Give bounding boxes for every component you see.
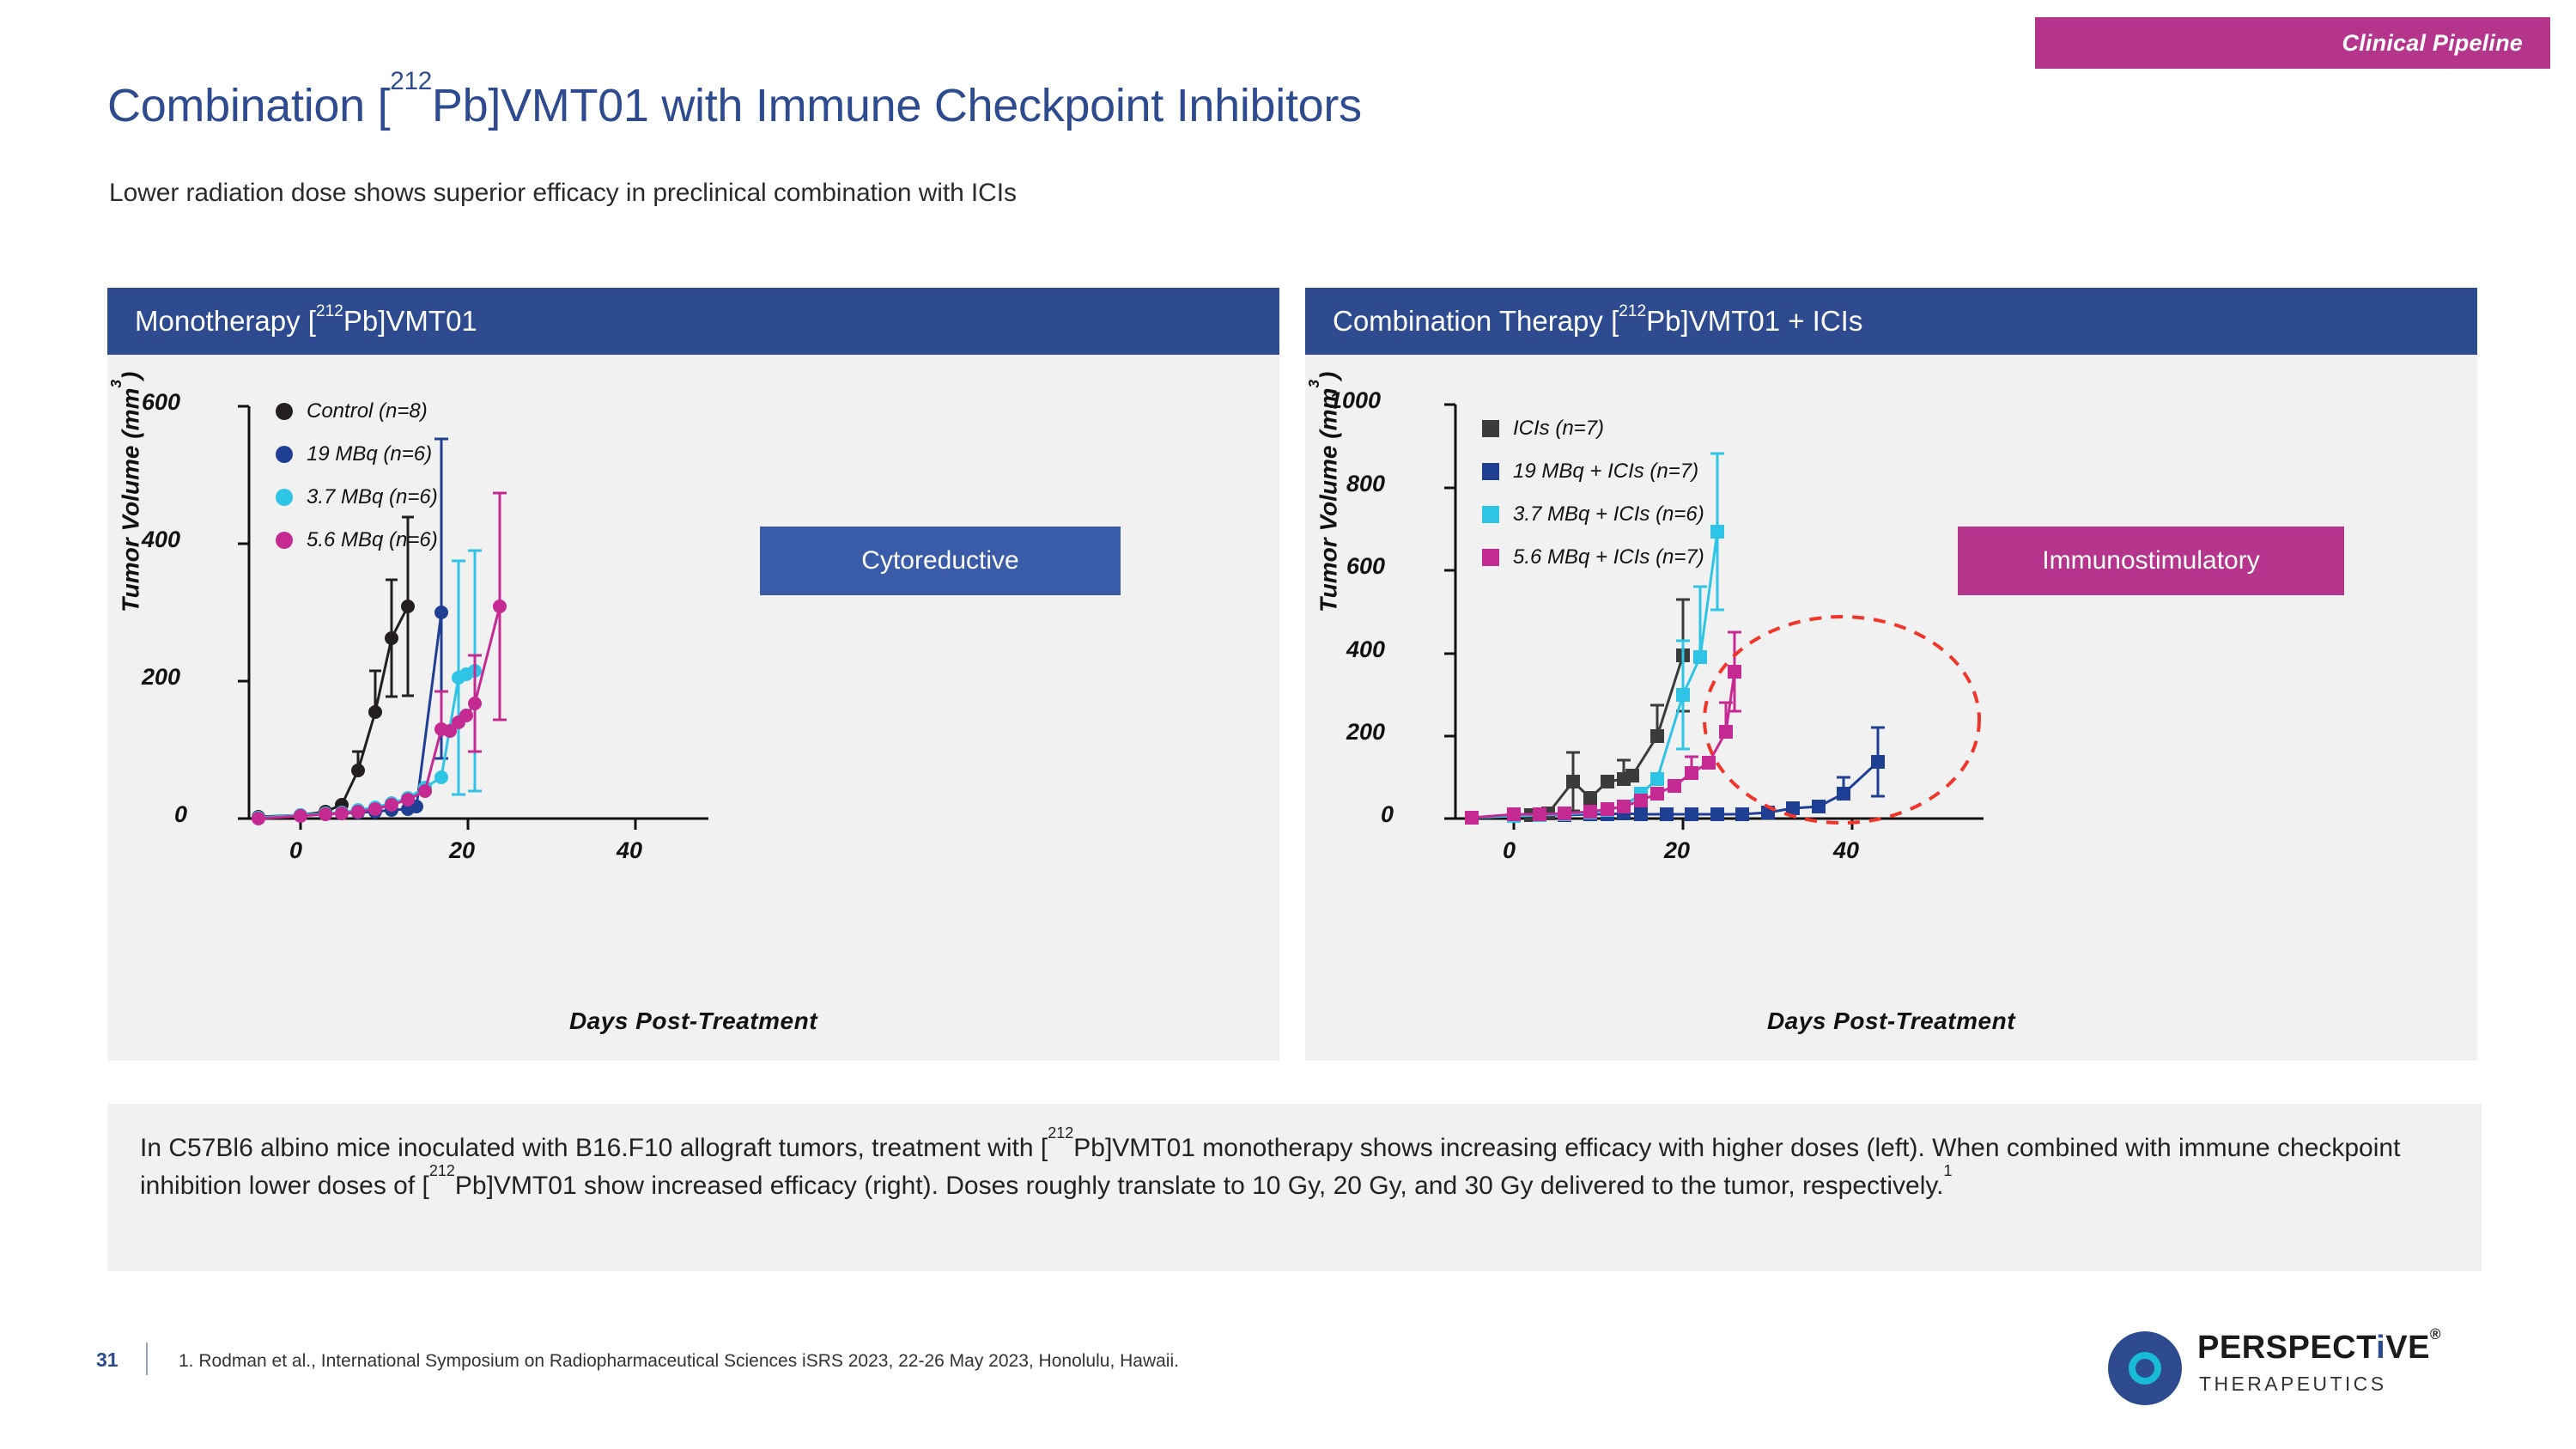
page-title-pre: Combination [ [107,80,391,131]
logo-wordmark-i: i [2376,1330,2386,1366]
right-chart-ytick-800: 800 [1346,471,1386,496]
legend-label-56mbq-icis: 5.6 MBq + ICIs (n=7) [1513,545,1704,569]
callout-immunostimulatory [1958,527,2344,595]
left-chart-ytick-0: 0 [174,801,188,827]
callout-cytoreductive-label: Cytoreductive [861,546,1019,575]
left-chart-x-axis-title: Days Post-Treatment [568,1008,818,1034]
page-title-post: Pb]VMT01 with Immune Checkpoint Inhibitors [431,80,1362,131]
left-chart-ytick-600: 600 [142,389,181,415]
legend-marker-square-icon [1482,420,1499,437]
left-chart-xtick-0: 0 [289,837,303,863]
panel-monotherapy-title-post: Pb]VMT01 [343,305,477,337]
figure-caption [107,1104,2482,1271]
right-chart-xtick-0: 0 [1503,837,1516,863]
legend-marker-circle-icon [276,532,293,549]
panel-monotherapy-body [107,355,1279,1061]
legend-label-56mbq: 5.6 MBq (n=6) [307,528,438,551]
figure-caption-part2: Pb]VMT01 monotherapy shows increasing efficacy with higher doses (left). When combined with immune checkpoint inhibition lower doses of [ [140,1134,2401,1200]
footer-divider [146,1342,148,1375]
panel-monotherapy [107,288,1279,1061]
right-chart-xtick-20: 20 [1664,837,1691,863]
right-chart-plot [1305,355,2477,1061]
page-title-superscript: 212 [390,66,432,95]
left-chart-ytick-200: 200 [142,664,181,690]
legend-item-56mbq-icis [1482,545,1704,569]
clinical-pipeline-badge [2035,17,2550,69]
company-logo [2108,1323,2486,1413]
clinical-pipeline-badge-label: Clinical Pipeline [2342,29,2523,56]
legend-label-37mbq: 3.7 MBq (n=6) [307,485,438,508]
legend-marker-circle-icon [276,403,293,420]
legend-item-icis [1482,417,1704,441]
right-chart-x-axis-title: Days Post-Treatment [1766,1008,2016,1034]
panel-combination-body [1305,355,2477,1061]
logo-wordmark-part1: PERSPEC [2197,1330,2357,1366]
callout-cytoreductive [760,527,1121,595]
legend-item-37mbq [276,485,438,509]
legend-label-19mbq-icis: 19 MBq + ICIs (n=7) [1513,460,1699,483]
legend-label-control: Control (n=8) [307,399,428,423]
panel-combination-title-superscript: 212 [1619,301,1647,320]
legend-label-19mbq: 19 MBq (n=6) [307,442,433,466]
logo-wordmark [2197,1325,2442,1367]
figure-caption-sup1: 212 [1048,1124,1074,1142]
left-chart-ytick-400: 400 [142,527,181,552]
right-chart-y-axis-title: Tumor Volume $(mm^3)$ [1304,371,1342,612]
logo-wordmark-t: T [2356,1330,2377,1366]
legend-marker-circle-icon [276,489,293,506]
legend-marker-square-icon [1482,463,1499,480]
panel-monotherapy-header [107,288,1279,355]
legend-item-control [276,399,438,423]
logo-subtitle: THERAPEUTICS [2199,1373,2387,1395]
panel-combination-title-post: Pb]VMT01 + ICIs [1646,305,1863,337]
panel-monotherapy-title-superscript: 212 [315,301,343,320]
legend-marker-circle-icon [276,446,293,463]
legend-item-19mbq-icis [1482,460,1704,484]
figure-caption-part3: Pb]VMT01 show increased efficacy (right). Doses roughly translate to 10 Gy, 20 Gy, and 30 Gy delivered to the tumor, respectively. [454,1171,1944,1200]
figure-caption-sup2: 212 [428,1161,455,1179]
right-chart-ytick-400: 400 [1346,636,1386,662]
logo-wordmark-ve: VE [2385,1330,2430,1366]
left-chart-xtick-20: 20 [449,837,476,863]
right-chart-xtick-40: 40 [1833,837,1860,863]
left-chart-y-axis-title: Tumor Volume $(mm^3)$ [106,371,144,612]
panel-combination-title-pre: Combination Therapy [ [1333,305,1619,337]
right-chart-ytick-0: 0 [1381,801,1394,827]
callout-immunostimulatory-label: Immunostimulatory [2042,546,2260,575]
panel-combination-header [1305,288,2477,355]
logo-trademark: ® [2429,1325,2442,1342]
figure-caption-sup3: 1 [1943,1161,1953,1179]
legend-marker-square-icon [1482,549,1499,566]
figure-caption-part1: In C57Bl6 albino mice inoculated with B16.F10 allograft tumors, treatment with [ [140,1134,1048,1162]
right-chart-ytick-1000: 1000 [1329,387,1382,413]
panel-combination [1305,288,2477,1061]
right-chart-legend [1482,417,1704,588]
page-number: 31 [96,1349,118,1371]
legend-label-icis: ICIs (n=7) [1513,417,1605,440]
legend-marker-square-icon [1482,506,1499,523]
page-title [107,66,1362,132]
legend-label-37mbq-icis: 3.7 MBq + ICIs (n=6) [1513,502,1704,526]
logo-mark-icon [2108,1331,2182,1405]
legend-item-37mbq-icis [1482,502,1704,527]
right-chart-ytick-600: 600 [1346,553,1386,579]
left-chart-xtick-40: 40 [617,837,643,863]
page-subtitle: Lower radiation dose shows superior efficacy in preclinical combination with ICIs [109,179,1017,207]
right-chart-ytick-200: 200 [1346,719,1386,745]
left-chart-legend [276,399,438,571]
footnote-citation: 1. Rodman et al., International Symposium on Radiopharmaceutical Sciences iSRS 2023, 22-26 May 2023, Honolulu, Hawaii. [179,1351,1179,1371]
panel-monotherapy-title-pre: Monotherapy [ [135,305,316,337]
legend-item-19mbq [276,442,438,466]
legend-item-56mbq [276,528,438,552]
